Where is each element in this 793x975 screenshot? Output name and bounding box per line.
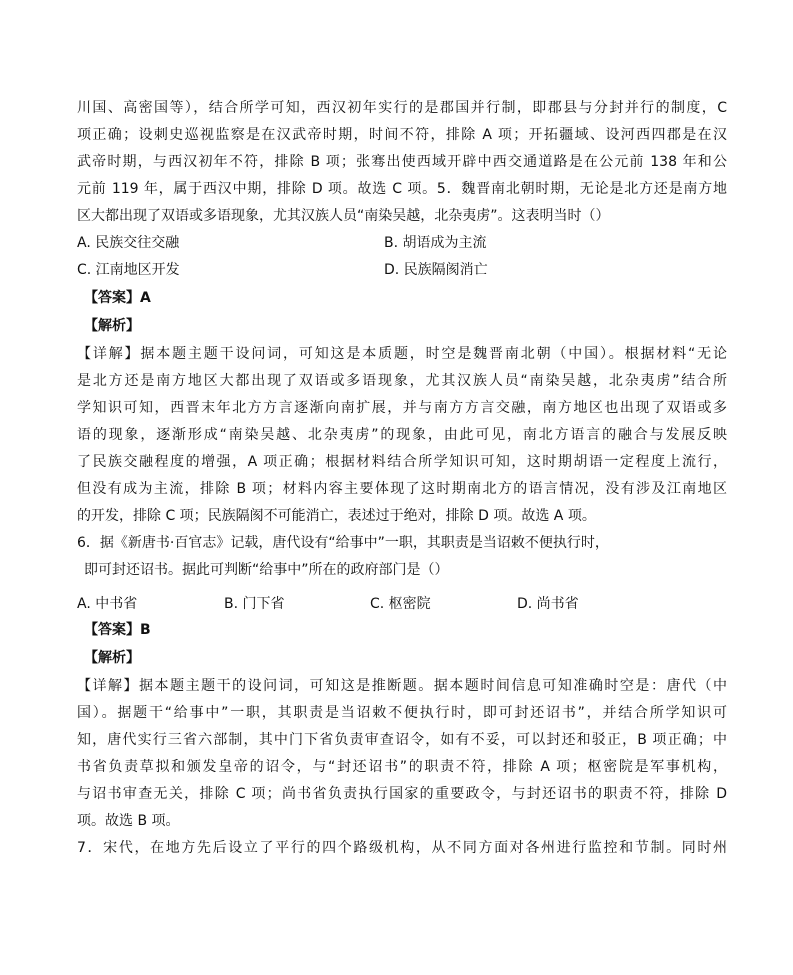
q6-option: A. 中书省 xyxy=(77,596,138,612)
text-line: 项正确；设刺史巡视监察是在汉武帝时期，时间不符，排除 A 项；开拓疆域、设河西四郡是在汉 xyxy=(77,127,727,143)
text-line: 7．宋代，在地方先后设立了平行的四个路级机构，从不同方面对各州进行监控和节制。同时州 xyxy=(77,840,727,856)
text-line: 知，唐代实行三省六部制，其中门下省负责审查诏令，如有不妥，可以封还和驳正，B 项正确；中 xyxy=(77,732,727,748)
text-line: 元前 119 年，属于西汉中期，排除 D 项。故选 C 项。5．魏晋南北朝时期，无论是北方还是南方地 xyxy=(77,181,727,197)
q5-option: B. 胡语成为主流 xyxy=(384,235,487,251)
text-line: 书省负责草拟和颁发皇帝的诏令，与“封还诏书”的职责不符，排除 A 项；枢密院是军事机构， xyxy=(77,759,727,775)
text-line: 【答案】A xyxy=(84,290,151,306)
text-line: 【解析】 xyxy=(84,650,140,666)
text-line: 【详解】据本题主题干设问词，可知这是本质题，时空是魏晋南北朝（中国）。根据材料“无论 xyxy=(77,346,727,362)
q5-option: C. 江南地区开发 xyxy=(77,262,180,278)
text-line: 区大都出现了双语或多语现象，尤其汉族人员“南染吴越，北杂夷虏”。这表明当时（） xyxy=(77,208,610,224)
text-line: 的开发，排除 C 项；民族隔阂不可能消亡，表述过于绝对，排除 D 项。故选 A 项。 xyxy=(77,508,596,524)
text-line: 但没有成为主流，排除 B 项；材料内容主要体现了这时期南北方的语言情况，没有涉及江南地区 xyxy=(77,481,727,497)
text-line: 武帝时期，与西汉初年不符，排除 B 项；张骞出使西域开辟中西交通道路是在公元前 138 年和公 xyxy=(77,154,727,170)
text-line: 【答案】B xyxy=(84,622,151,638)
q6-option: B. 门下省 xyxy=(224,596,285,612)
text-line: 川国、高密国等），结合所学可知，西汉初年实行的是郡国并行制，即郡县与分封并行的制度，C xyxy=(77,100,727,116)
text-line: 了民族交融程度的增强，A 项正确；根据材料结合所学知识可知，这时期胡语一定程度上流行， xyxy=(77,454,727,470)
text-line: 学知识可知，西晋末年北方方言逐渐向南扩展，并与南方方言交融，南方地区也出现了双语或多 xyxy=(77,400,727,416)
text-line: 项。故选 B 项。 xyxy=(77,813,180,829)
text-line: 【详解】据本题主题干的设问词，可知这是推断题。据本题时间信息可知准确时空是：唐代（中 xyxy=(77,678,727,694)
q6-option: C. 枢密院 xyxy=(370,596,431,612)
q5-option: D. 民族隔阂消亡 xyxy=(384,262,488,278)
text-line: 是北方还是南方地区大都出现了双语或多语现象，尤其汉族人员“南染吴越，北杂夷虏”结合所 xyxy=(77,373,727,389)
text-line: 语的现象，逐渐形成“南染吴越、北杂夷虏”的现象，由此可见，南北方语言的融合与发展反映 xyxy=(77,427,727,443)
text-line: 即可封还诏书。据此可判断“给事中”所在的政府部门是（） xyxy=(84,562,449,578)
text-line: 国）。据题干“给事中”一职，其职责是当诏敕不便执行时，即可封还诏书”，并结合所学知识可 xyxy=(77,705,727,721)
text-line: 6．据《新唐书·百官志》记载，唐代设有“给事中”一职，其职责是当诏敕不便执行时， xyxy=(77,535,609,551)
q6-option: D. 尚书省 xyxy=(517,596,579,612)
text-line: 与诏书审查无关，排除 C 项；尚书省负责执行国家的重要政令，与封还诏书的职责不符，排除 D xyxy=(77,786,727,802)
text-line: 【解析】 xyxy=(84,318,140,334)
q5-option: A. 民族交往交融 xyxy=(77,235,180,251)
